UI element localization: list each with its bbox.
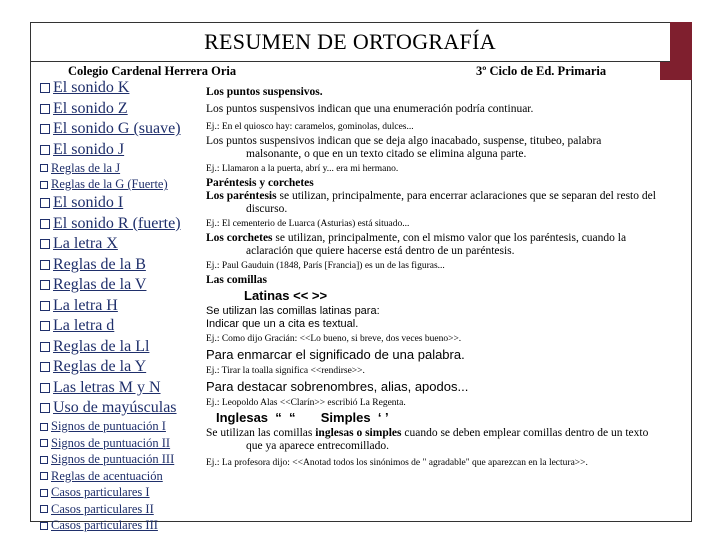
corchetes-rule-text: se utilizan, principalmente, con el mismo valor que los paréntesis, cuando la <box>272 232 627 244</box>
checkbox-bullet-icon <box>40 383 50 393</box>
menu-item-label[interactable]: Reglas de la B <box>53 255 146 273</box>
menu-item-label[interactable]: Reglas de acentuación <box>51 468 163 483</box>
menu-item-label[interactable]: Reglas de la Ll <box>53 337 150 355</box>
menu-item[interactable] <box>40 119 200 140</box>
menu-item[interactable] <box>40 275 200 296</box>
inglesas-rule-text-a: Se utilizan las comillas <box>206 427 316 439</box>
menu-item-label[interactable]: La letra d <box>53 317 115 335</box>
latinas-example-3: Ej.: Leopoldo Alas <<Clarín>> escribió La Regenta. <box>206 398 406 408</box>
checkbox-bullet-icon <box>40 342 50 352</box>
menu-item-label[interactable]: Reglas de la J <box>51 160 121 175</box>
checkbox-bullet-icon <box>40 439 48 447</box>
corchetes-rule-cont: aclaración que quiere hacerse está dentro de un paréntesis. <box>246 245 515 257</box>
menu-item-label[interactable]: Reglas de la G (Fuerte) <box>51 177 168 192</box>
menu-item[interactable] <box>40 501 200 518</box>
parentesis-rule-text: se utilizan, principalmente, para encerrar aclaraciones que se separan del resto del <box>276 190 656 202</box>
menu-item[interactable] <box>40 378 200 399</box>
checkbox-bullet-icon <box>40 124 50 134</box>
menu-item[interactable] <box>40 452 200 469</box>
menu-item[interactable] <box>40 398 200 419</box>
menu-item-label[interactable]: El sonido J <box>53 140 125 158</box>
menu-item-label[interactable]: Signos de puntuación II <box>51 435 171 450</box>
menu-item-label[interactable]: Reglas de la V <box>53 276 147 294</box>
suspensivos-example-2: Ej.: Llamaron a la puerta, abrí y... era mi hermano. <box>206 164 399 174</box>
suspensivos-rule-1: Los puntos suspensivos indican que una enumeración podría continuar. <box>206 103 534 115</box>
suspensivos-example-1: Ej.: En el quiosco hay: caramelos, gominolas, dulces... <box>206 122 414 132</box>
inglesas-example: Ej.: La profesora dijo: <<Anotad todos los sinónimos de " agradable" que aparezcan en la lectura>>. <box>206 458 588 468</box>
parentesis-rule <box>206 190 678 203</box>
page-title: RESUMEN DE ORTOGRAFÍA <box>204 29 496 54</box>
checkbox-bullet-icon <box>40 239 50 249</box>
cycle-label: 3º Ciclo de Ed. Primaria <box>476 64 607 78</box>
title-accent-block <box>670 22 692 62</box>
suspensivos-rule-2a: Los puntos suspensivos indican que se deja algo inacabado, suspense, titubeo, palabra <box>206 135 602 147</box>
checkbox-bullet-icon <box>40 505 48 513</box>
checkbox-bullet-icon <box>40 362 50 372</box>
checkbox-bullet-icon <box>40 456 48 464</box>
latinas-intro: Se utilizan las comillas latinas para: <box>206 305 380 317</box>
latinas-example-1: Ej.: Como dijo Gracián: <<Lo bueno, si breve, dos veces bueno>>. <box>206 334 462 344</box>
menu-item[interactable] <box>40 193 200 214</box>
checkbox-bullet-icon <box>40 522 48 530</box>
checkbox-bullet-icon <box>40 181 48 189</box>
menu-item-label[interactable]: El sonido Z <box>53 99 128 117</box>
school-name: Colegio Cardenal Herrera Oria <box>68 64 237 78</box>
checkbox-bullet-icon <box>40 145 50 155</box>
menu-item-label[interactable]: Signos de puntuación I <box>51 419 166 434</box>
checkbox-bullet-icon <box>40 423 48 431</box>
parentesis-rule-cont: discurso. <box>246 203 288 215</box>
menu-item-label[interactable]: Casos particulares II <box>51 501 154 516</box>
menu-item-label[interactable]: El sonido G (suave) <box>53 120 181 138</box>
parentesis-example: Ej.: El cementerio de Luarca (Asturias) está situado... <box>206 219 410 229</box>
checkbox-bullet-icon <box>40 219 50 229</box>
menu-item[interactable] <box>40 316 200 337</box>
inglesas-rule-text-b: cuando se deben emplear comillas dentro de un texto <box>401 427 649 439</box>
checkbox-bullet-icon <box>40 164 48 172</box>
menu-item-label[interactable]: Casos particulares III <box>51 518 158 533</box>
checkbox-bullet-icon <box>40 301 50 311</box>
corchetes-term: Los corchetes <box>206 232 273 244</box>
menu-item-label[interactable]: Casos particulares I <box>51 485 150 500</box>
checkbox-bullet-icon <box>40 198 50 208</box>
menu-item-label[interactable]: La letra H <box>53 296 118 314</box>
checkbox-bullet-icon <box>40 280 50 290</box>
suspensivos-rule-2b: malsonante, o que en un texto citado se elimina alguna parte. <box>246 148 527 160</box>
menu-item-label[interactable]: Reglas de la Y <box>53 358 147 376</box>
latinas-use-1: Indicar que un a cita es textual. <box>206 318 359 330</box>
menu-item[interactable] <box>40 435 200 452</box>
menu-item[interactable] <box>40 468 200 485</box>
checkbox-bullet-icon <box>40 489 48 497</box>
menu-item[interactable] <box>40 518 200 535</box>
menu-item-label[interactable]: Las letras M y N <box>53 378 161 396</box>
menu-item[interactable] <box>40 255 200 276</box>
content-panel <box>206 82 678 471</box>
checkbox-bullet-icon <box>40 260 50 270</box>
menu-item[interactable] <box>40 296 200 317</box>
menu-item-label[interactable]: Signos de puntuación III <box>51 452 175 467</box>
checkbox-bullet-icon <box>40 104 50 114</box>
suspensivos-heading: Los puntos suspensivos. <box>206 86 323 98</box>
checkbox-bullet-icon <box>40 403 50 413</box>
latinas-use-3: Para destacar sobrenombres, alias, apodos... <box>206 379 469 394</box>
menu-item[interactable] <box>40 485 200 502</box>
inglesas-term: inglesas o simples <box>315 427 402 439</box>
menu-item[interactable] <box>40 357 200 378</box>
comillas-heading: Las comillas <box>206 274 268 286</box>
inglesas-heading: Inglesas “ “ Simples ‘ ’ <box>216 410 389 425</box>
latinas-use-2: Para enmarcar el significado de una palabra. <box>206 347 465 362</box>
checkbox-bullet-icon <box>40 472 48 480</box>
menu-item[interactable] <box>40 78 200 99</box>
menu-item[interactable] <box>40 419 200 436</box>
menu-item[interactable] <box>40 214 200 235</box>
menu-item-label[interactable]: La letra X <box>53 235 118 253</box>
menu-item[interactable] <box>40 337 200 358</box>
latinas-heading: Latinas << >> <box>244 288 328 303</box>
parentesis-heading: Paréntesis y corchetes <box>206 177 314 189</box>
menu-item[interactable] <box>40 99 200 120</box>
menu-item-label[interactable]: El sonido R (fuerte) <box>53 214 181 232</box>
checkbox-bullet-icon <box>40 83 50 93</box>
inglesas-rule <box>206 427 678 440</box>
menu-item[interactable] <box>40 234 200 255</box>
menu-item[interactable] <box>40 160 200 177</box>
topic-menu <box>40 78 200 534</box>
menu-item-label[interactable]: El sonido I <box>53 194 124 212</box>
inglesas-rule-cont: que ya aparece entrecomillado. <box>246 440 390 452</box>
corchetes-example: Ej.: Paul Gauduin (1848, París [Francia]) es un de las figuras... <box>206 261 445 271</box>
corchetes-rule <box>206 232 678 245</box>
checkbox-bullet-icon <box>40 321 50 331</box>
menu-item-label[interactable]: El sonido K <box>53 79 130 97</box>
latinas-example-2: Ej.: Tirar la toalla significa <<rendirse>>. <box>206 366 365 376</box>
menu-item[interactable] <box>40 177 200 194</box>
menu-item-label[interactable]: Uso de mayúsculas <box>53 399 177 417</box>
menu-item[interactable] <box>40 140 200 161</box>
parentesis-term: Los paréntesis <box>206 190 277 202</box>
